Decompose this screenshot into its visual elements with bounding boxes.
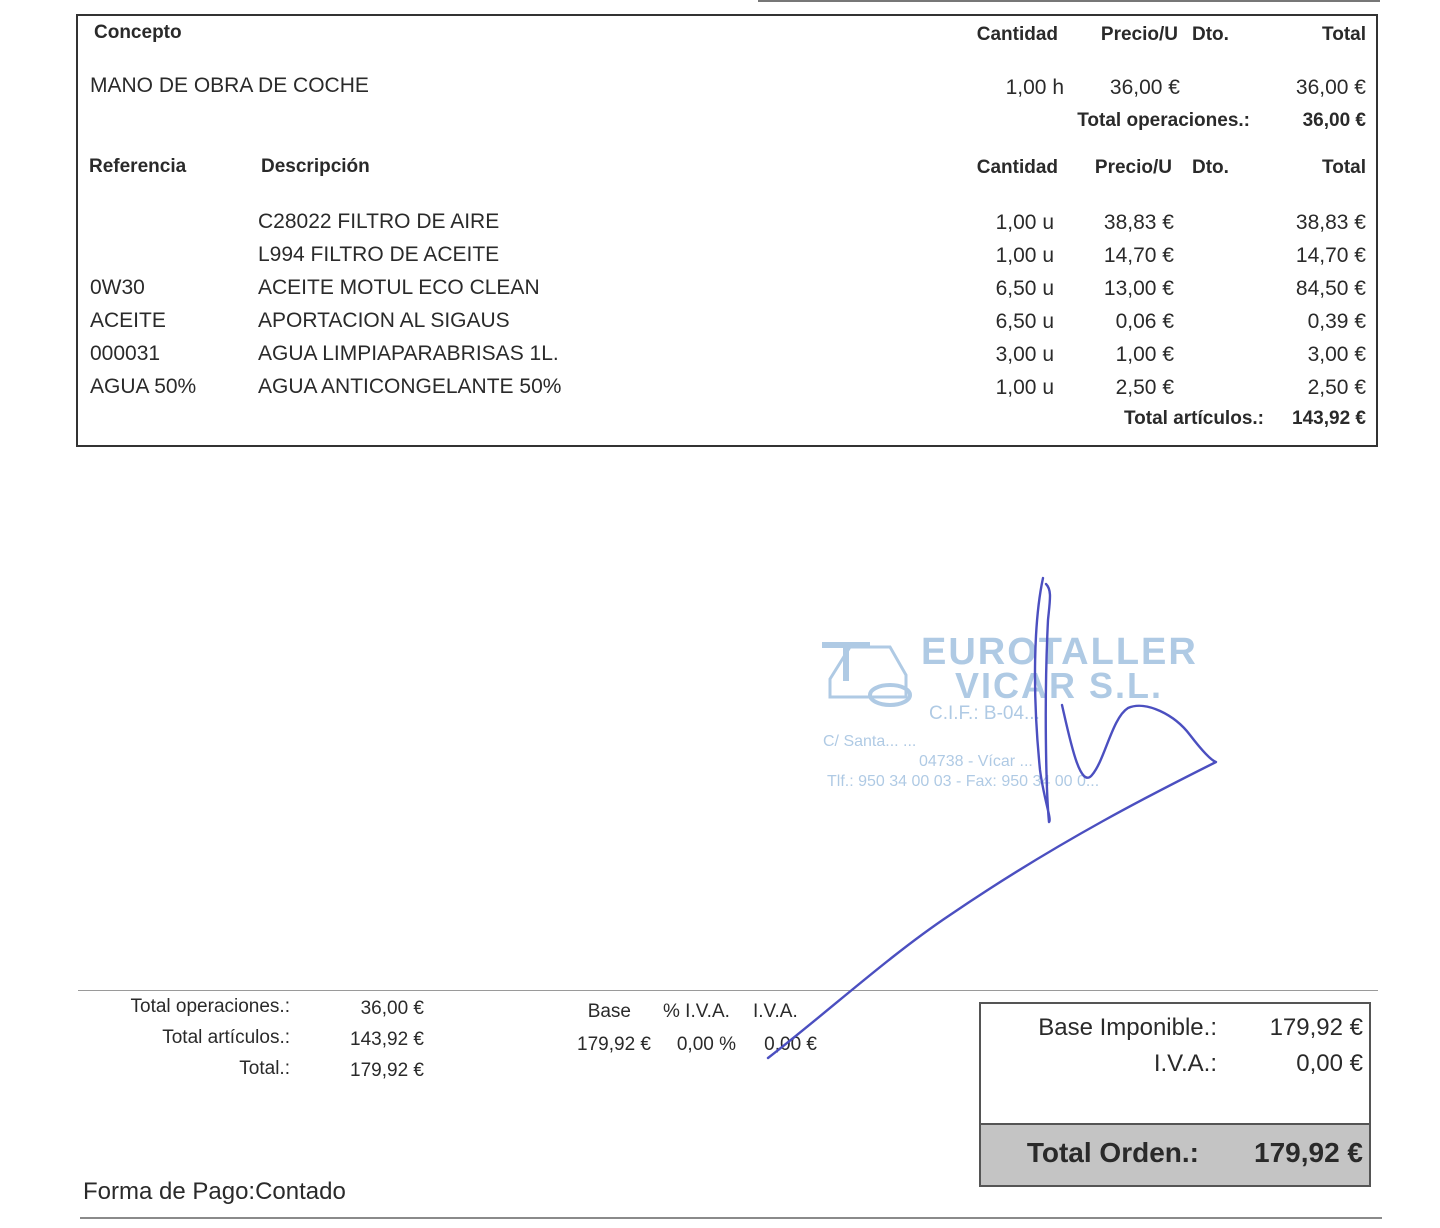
precio-cell: 14,70 €: [1103, 244, 1174, 267]
stamp-cif: C.I.F.: B-04...: [929, 703, 1040, 724]
grand-total-value: 179,92 €: [1254, 1137, 1363, 1168]
precio-cell: 38,83 €: [1103, 211, 1174, 234]
grand-total-row: [981, 1123, 1369, 1185]
descripcion-cell: AGUA LIMPIAPARABRISAS 1L.: [258, 342, 559, 365]
descripcion-cell: ACEITE MOTUL ECO CLEAN: [258, 276, 540, 299]
total-articulos-value: 143,92 €: [1292, 408, 1366, 429]
referencia-cell: ACEITE: [90, 309, 166, 332]
header-precio-u: Precio/U: [1094, 157, 1172, 178]
precio-cell: 0,06 €: [1115, 310, 1174, 333]
total-cell: 0,39 €: [1307, 310, 1366, 333]
base-imponible-label: Base Imponible.:: [1038, 1014, 1217, 1041]
items-table: [76, 14, 1378, 447]
descripcion-cell: L994 FILTRO DE ACEITE: [258, 243, 500, 266]
totals-box: [979, 1002, 1371, 1187]
header-precio-u: Precio/U: [1100, 24, 1178, 45]
cantidad-cell: 3,00 u: [995, 343, 1054, 366]
precio-cell: 2,50 €: [1115, 376, 1174, 399]
top-border-line: [758, 0, 1380, 2]
iva-value: 0,00 €: [1296, 1050, 1363, 1077]
referencia-cell: AGUA 50%: [90, 375, 197, 398]
descripcion-cell: APORTACION AL SIGAUS: [258, 309, 510, 332]
bottom-line: [80, 1217, 1382, 1219]
header-cantidad: Cantidad: [976, 24, 1058, 45]
grand-total-label: Total Orden.:: [1026, 1137, 1199, 1168]
header-cantidad: Cantidad: [976, 157, 1058, 178]
summary-operaciones-label: Total operaciones.:: [130, 996, 290, 1017]
cantidad-cell: 1,00 u: [995, 376, 1054, 399]
total-cell: 36,00 €: [1295, 76, 1366, 99]
referencia-cell: 0W30: [90, 276, 145, 299]
iva-header-iva: I.V.A.: [753, 1001, 798, 1022]
total-articulos-label: Total artículos.:: [1123, 408, 1264, 429]
descripcion-cell: AGUA ANTICONGELANTE 50%: [258, 375, 562, 398]
iva-header-pct: % I.V.A.: [663, 1001, 730, 1022]
stamp-address: C/ Santa... ...: [823, 733, 917, 750]
car-logo-icon: [820, 635, 916, 715]
summary-articulos-value: 143,92 €: [350, 1029, 424, 1050]
iva-header-base: Base: [587, 1001, 631, 1022]
stamp-phone: Tlf.: 950 34 00 03 - Fax: 950 34 00 0...: [827, 773, 1100, 790]
cantidad-cell: 1,00 h: [1005, 76, 1064, 99]
stamp-company-name: EUROTALLER: [921, 631, 1198, 673]
iva-pct-value: 0,00 %: [676, 1034, 736, 1055]
header-total: Total: [1322, 157, 1366, 178]
total-cell: 84,50 €: [1295, 277, 1366, 300]
total-cell: 38,83 €: [1295, 211, 1366, 234]
total-operaciones-value: 36,00 €: [1302, 110, 1366, 131]
descripcion-cell: C28022 FILTRO DE AIRE: [258, 210, 500, 233]
cantidad-cell: 6,50 u: [995, 310, 1054, 333]
precio-cell: 36,00 €: [1109, 76, 1180, 99]
concepto-cell: MANO DE OBRA DE COCHE: [90, 74, 369, 97]
iva-base-value: 179,92 €: [577, 1034, 651, 1055]
header-referencia: Referencia: [89, 156, 187, 177]
header-total: Total: [1322, 24, 1366, 45]
cantidad-cell: 6,50 u: [995, 277, 1054, 300]
summary-total-label: Total.:: [239, 1058, 290, 1079]
header-dto: Dto.: [1192, 157, 1229, 178]
cantidad-cell: 1,00 u: [995, 211, 1054, 234]
summary-operaciones-value: 36,00 €: [360, 998, 424, 1019]
summary-total-value: 179,92 €: [350, 1060, 424, 1081]
header-concepto: Concepto: [94, 22, 182, 43]
stamp-company-name-2: VICAR S.L.: [955, 665, 1164, 706]
total-cell: 3,00 €: [1307, 343, 1366, 366]
precio-cell: 13,00 €: [1103, 277, 1174, 300]
total-cell: 14,70 €: [1295, 244, 1366, 267]
cantidad-cell: 1,00 u: [995, 244, 1054, 267]
company-stamp: [815, 615, 1215, 815]
base-imponible-value: 179,92 €: [1269, 1014, 1363, 1041]
summary-separator: [78, 990, 1378, 991]
iva-label: I.V.A.:: [1153, 1050, 1217, 1077]
precio-cell: 1,00 €: [1115, 343, 1174, 366]
forma-de-pago: Forma de Pago:Contado: [83, 1178, 346, 1205]
referencia-cell: 000031: [90, 342, 161, 365]
total-cell: 2,50 €: [1307, 376, 1366, 399]
header-descripcion: Descripción: [261, 156, 370, 177]
header-dto: Dto.: [1192, 24, 1229, 45]
total-operaciones-label: Total operaciones.:: [1077, 110, 1250, 131]
summary-articulos-label: Total artículos.:: [162, 1027, 290, 1048]
stamp-city: 04738 - Vícar ...: [919, 753, 1033, 770]
iva-amount-value: 0,00 €: [764, 1034, 817, 1055]
